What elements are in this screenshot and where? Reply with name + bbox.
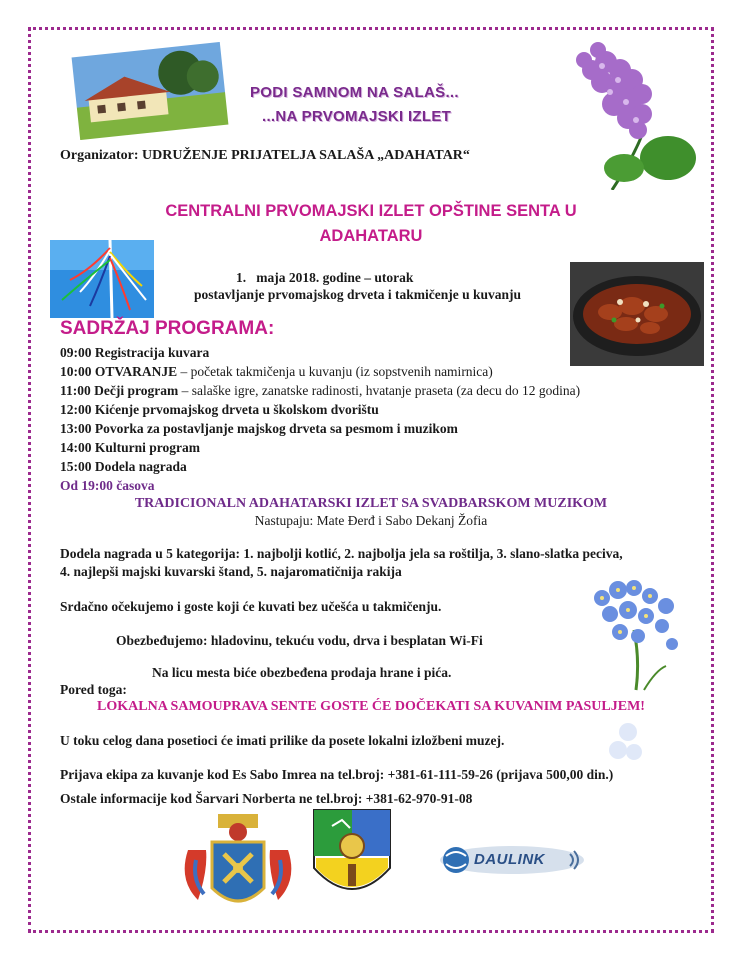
program-item-time: 14:00 [60,440,92,455]
info-contact: Ostale informacije kod Šarvari Norberta ne tel.broj: +381-62-970-91-08 [60,791,473,806]
program-item [60,363,580,382]
header-line-1: PODI SAMNOM NA SALAŠ... [250,84,459,101]
program-list [60,344,580,477]
awards-line-1: Dodela nagrada u 5 kategorija: 1. najbolji kotlić, 2. najbolja jela sa roštilja, 3. slano-slatka peciva, [60,546,623,561]
coat-of-arms-senta [178,810,298,920]
farmhouse-photo [70,42,230,140]
program-item-title: Kulturni program [94,440,201,455]
program-item-time: 09:00 [60,345,92,360]
event-date [236,269,413,286]
program-item-time: 11:00 [60,383,91,398]
event-date-number: 1. [236,270,247,285]
organizer-label: Organizator: [60,148,139,163]
traditional-event: TRADICIONALN ADAHATARSKI IZLET SA SVADBARSKOM MUZIKOM [134,496,608,511]
program-item-detail: – početak takmičenja u kuvanju (iz sopstvenih namirnica) [177,364,493,379]
program-item [60,458,580,477]
sponsor-logo [438,842,586,878]
registration-contact: Prijava ekipa za kuvanje kod Es Sabo Imrea na tel.broj: +381-61-111-59-26 (prijava 500,00 din.) [60,767,614,782]
lilac-flower-image [572,40,702,190]
event-title-line-2: ADAHATARU [319,227,423,245]
performers: Nastupaju: Mate Đerđ i Sabo Dekanj Žofia [254,513,488,528]
awards-line-2: 4. najlepši majski kuvarski štand, 5. najaromatičnija rakija [60,564,402,579]
program-heading: SADRŽAJ PROGRAMA: [60,318,275,339]
event-title-line-1: CENTRALNI PRVOMAJSKI IZLET OPŠTINE SENTA U [165,202,577,220]
food-sales-text: Na licu mesta biće obezbeđena prodaja hrane i pića. [152,665,452,680]
provided-amenities: Obezbeđujemo: hladovinu, tekuću vodu, drva i besplatan Wi-Fi [116,633,483,648]
event-date-text: maja 2018. godine – utorak [256,270,414,285]
organizer-line [60,147,470,164]
program-item-title: Dečji program [94,383,179,398]
program-item-title: Kićenje prvomajskog drveta u školskom dvorištu [94,402,379,417]
header-line-2: ...NA PRVOMAJSKI IZLET [262,108,452,125]
program-item-title: Registracija kuvara [94,345,210,360]
coat-of-arms-local [310,806,394,908]
program-item-time: 15:00 [60,459,92,474]
evening-time: Od 19:00 časova [60,478,155,493]
program-item [60,420,580,439]
program-item-title: OTVARANJE [94,364,178,379]
program-item [60,439,580,458]
besides-label: Pored toga: [60,682,127,697]
program-item-time: 12:00 [60,402,92,417]
welcome-text: Srdačno očekujemo i goste koji će kuvati bez učešća u takmičenju. [60,599,442,614]
program-item-time: 10:00 [60,364,92,379]
beans-announcement: LOKALNA SAMOUPRAVA SENTE GOSTE ĆE DOČEKATI SA KUVANIM PASULJEM! [97,699,645,714]
program-item [60,344,580,363]
goulash-dish-photo [570,262,704,366]
organizer-name: UDRUŽENJE PRIJATELJA SALAŠA „ADAHATAR“ [142,148,470,163]
program-item-title: Dodela nagrada [94,459,187,474]
program-item [60,382,580,401]
event-subtitle: postavljanje prvomajskog drveta i takmičenje u kuvanju [194,287,522,302]
blue-flower-image [582,570,686,760]
maypole-photo [50,240,154,318]
sponsor-name: DAULINK [474,851,545,868]
program-item-time: 13:00 [60,421,92,436]
program-item-detail: – salaške igre, zanatske radinosti, hvatanje praseta (za decu do 12 godina) [178,383,581,398]
program-item-title: Povorka za postavljanje majskog drveta sa pesmom i muzikom [94,421,458,436]
program-item [60,401,580,420]
museum-text: U toku celog dana posetioci će imati prilike da posete lokalni izložbeni muzej. [60,733,505,748]
